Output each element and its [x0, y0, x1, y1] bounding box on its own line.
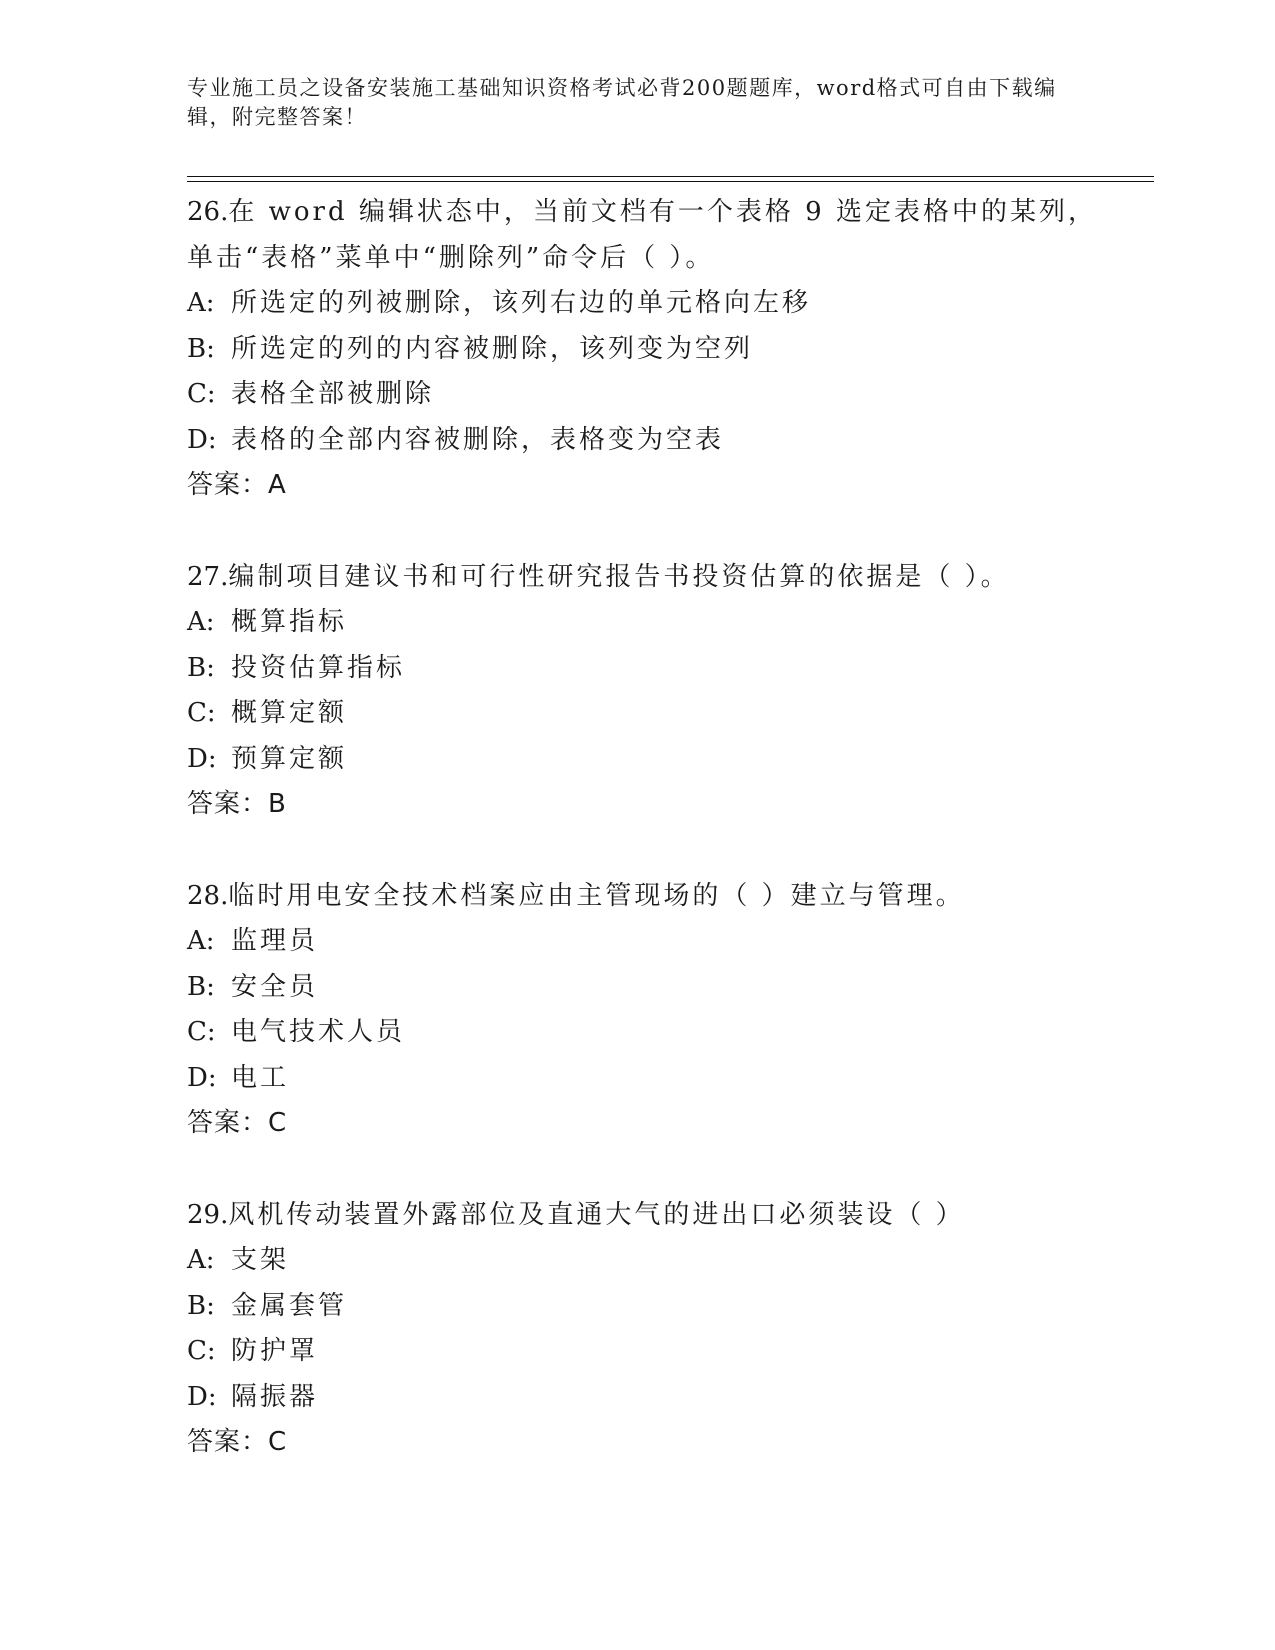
option-text: 所选定的列被删除，该列右边的单元格向左移 [231, 288, 812, 318]
question-item [187, 190, 1127, 509]
answer-value: A [268, 470, 287, 500]
question-stem-line [187, 190, 1127, 236]
option-key: B: [187, 652, 215, 683]
option-text: 所选定的列的内容被删除，该列变为空列 [231, 333, 754, 364]
option-text: 支架 [231, 1245, 290, 1275]
option-key: A: [187, 1245, 215, 1275]
option-key: D: [187, 1381, 217, 1412]
option-c [187, 1329, 1127, 1375]
option-c [187, 372, 1127, 418]
question-stem-text: 编制项目建议书和可行性研究报告书投资估算的依据是（ ）。 [228, 561, 1010, 592]
question-stem-text: 单击“表格”菜单中“删除列”命令后（ ）。 [187, 242, 715, 273]
option-d [187, 737, 1127, 783]
option-b [187, 965, 1127, 1011]
option-c [187, 691, 1127, 737]
option-text: 防护罩 [231, 1336, 319, 1366]
answer-line [187, 463, 1127, 509]
question-stem-text: 风机传动装置外露部位及直通大气的进出口必须装设（ ） [228, 1199, 965, 1230]
option-text: 表格全部被删除 [231, 379, 435, 409]
answer-label: 答案： [187, 470, 269, 500]
option-key: C: [187, 698, 216, 728]
option-text: 监理员 [231, 926, 319, 956]
option-text: 金属套管 [231, 1290, 348, 1321]
option-key: C: [187, 1336, 216, 1366]
question-item [187, 555, 1127, 828]
option-text: 预算定额 [231, 743, 348, 774]
option-key: C: [187, 1017, 216, 1047]
option-key: B: [187, 1290, 215, 1321]
header-divider-top [187, 176, 1154, 177]
option-key: B: [187, 971, 215, 1002]
option-c [187, 1010, 1127, 1056]
option-d [187, 1056, 1127, 1102]
option-text: 电工 [231, 1062, 290, 1093]
question-stem-line [187, 236, 1127, 282]
option-text: 安全员 [231, 971, 319, 1002]
question-stem-text: 在 word 编辑状态中，当前文档有一个表格 9 选定表格中的某列， [228, 197, 1097, 227]
header-divider-bottom [187, 181, 1154, 182]
option-text: 投资估算指标 [231, 652, 406, 683]
option-b [187, 646, 1127, 692]
document-header [187, 74, 1067, 132]
answer-line [187, 1101, 1127, 1147]
option-text: 隔振器 [231, 1381, 319, 1412]
answer-label: 答案： [187, 1108, 269, 1138]
option-key: D: [187, 424, 217, 455]
question-number: 29. [187, 1199, 229, 1230]
option-a [187, 281, 1127, 327]
question-item [187, 1193, 1127, 1466]
option-d [187, 1375, 1127, 1421]
option-key: D: [187, 743, 217, 774]
question-stem-text: 临时用电安全技术档案应由主管现场的（ ）建立与管理。 [228, 880, 965, 911]
answer-value: C [268, 1427, 288, 1457]
option-a [187, 919, 1127, 965]
option-text: 概算定额 [231, 698, 348, 728]
option-a [187, 600, 1127, 646]
question-stem-line [187, 555, 1127, 601]
answer-label: 答案： [187, 789, 269, 819]
option-key: A: [187, 607, 215, 637]
option-key: B: [187, 333, 215, 364]
option-b [187, 1284, 1127, 1330]
question-number: 26. [187, 197, 229, 227]
option-key: D: [187, 1062, 217, 1093]
question-number: 27. [187, 561, 229, 592]
option-text: 概算指标 [231, 607, 348, 637]
answer-value: B [268, 789, 287, 819]
option-key: A: [187, 926, 215, 956]
header-text: 专业施工员之设备安装施工基础知识资格考试必背200题题库，word格式可自由下载编辑，附完整答案！ [187, 76, 1057, 129]
option-key: C: [187, 379, 216, 409]
option-d [187, 418, 1127, 464]
question-stem-line [187, 1193, 1127, 1239]
question-stem-line [187, 874, 1127, 920]
answer-line [187, 1420, 1127, 1466]
question-number: 28. [187, 880, 229, 911]
answer-value: C [268, 1108, 288, 1138]
answer-line [187, 782, 1127, 828]
option-b [187, 327, 1127, 373]
option-text: 电气技术人员 [231, 1017, 406, 1047]
question-list [187, 190, 1127, 1512]
answer-label: 答案： [187, 1427, 269, 1457]
option-a [187, 1238, 1127, 1284]
option-key: A: [187, 288, 215, 318]
question-item [187, 874, 1127, 1147]
option-text: 表格的全部内容被删除，表格变为空表 [231, 424, 725, 455]
